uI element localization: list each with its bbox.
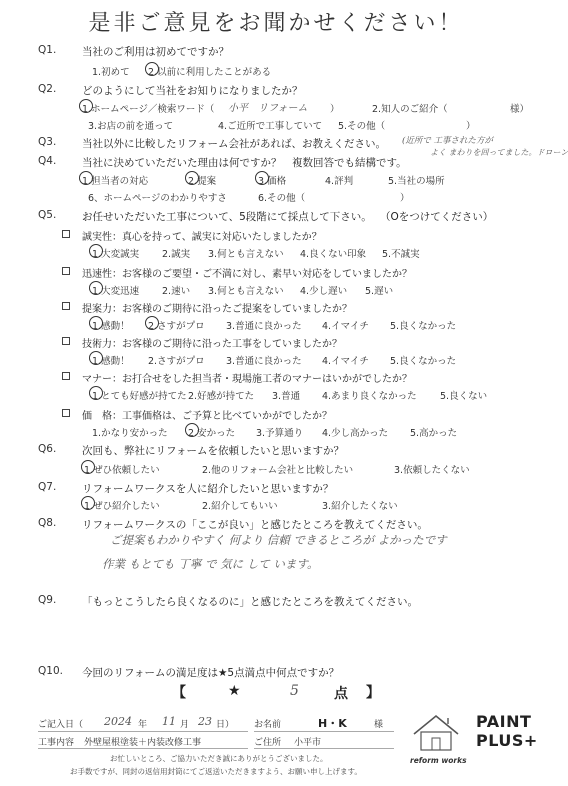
q5-item-label: 価 格：工事価格は、ご予算と比べていかがでしたか？ xyxy=(82,411,332,422)
q2-option-5[interactable]: 5.その他（ xyxy=(338,121,386,132)
q5-item-option[interactable]: 5.高かった xyxy=(410,428,458,439)
q8-number: Q8. xyxy=(38,517,57,529)
q5-item-option[interactable]: 4.良くない印象 xyxy=(300,249,367,260)
selection-circle xyxy=(89,316,103,330)
q4-option-1[interactable]: 1.担当者の対応 xyxy=(82,176,149,187)
divider xyxy=(254,748,394,749)
house-logo-icon xyxy=(408,712,464,754)
q5-item-option[interactable]: 5.良くない xyxy=(440,391,488,402)
q5-item-checkbox[interactable] xyxy=(62,372,70,380)
q2-option-1[interactable]: 1.ホームページ／検索ワード（ xyxy=(82,104,215,115)
date-year[interactable]: 2024 xyxy=(104,715,132,728)
q5-item-option[interactable]: 3.何とも言えない xyxy=(208,249,284,260)
q8-handwritten-answer-line2: 作業 もとても 丁寧 で 気に して います。 xyxy=(102,557,319,571)
q4-note: 複数回答でも結構です。 xyxy=(292,157,407,169)
q5-item-option[interactable]: 2.好感が持てた xyxy=(188,391,255,402)
q5-item-option[interactable]: 2.速い xyxy=(162,286,191,297)
q7-number: Q7. xyxy=(38,481,57,493)
selection-circle xyxy=(89,281,103,295)
q5-item-label: 提案力：お客様のご期待に沿ったご提案をしていましたか？ xyxy=(82,304,352,315)
q5-item-option[interactable]: 1.感動！ xyxy=(92,321,130,332)
q5-item-option[interactable]: 5.良くなかった xyxy=(390,356,457,367)
q6-number: Q6. xyxy=(38,443,57,455)
name-label: お名前 xyxy=(254,720,282,730)
q5-item-checkbox[interactable] xyxy=(62,302,70,310)
q5-item-option[interactable]: 2.安かった xyxy=(188,428,236,439)
name-suffix: 様 xyxy=(374,720,384,730)
q5-item-option[interactable]: 5.不誠実 xyxy=(382,249,420,260)
q2-option-3[interactable]: 3.お店の前を通って xyxy=(88,121,174,132)
q2-question: どのようにして当社をお知りになりましたか？ xyxy=(82,85,303,97)
q5-item-option[interactable]: 1.感動！ xyxy=(92,356,130,367)
q5-item-option[interactable]: 1.大変迅速 xyxy=(92,286,140,297)
q7-option-3[interactable]: 3.紹介したくない xyxy=(322,501,398,512)
selection-circle xyxy=(89,386,103,400)
q3-number: Q3. xyxy=(38,136,57,148)
q5-item-option[interactable]: 3.普通に良かった xyxy=(226,321,302,332)
q4-option-5[interactable]: 5.当社の場所 xyxy=(388,176,445,187)
q5-item-checkbox[interactable] xyxy=(62,267,70,275)
q5-item-option[interactable]: 3.普通に良かった xyxy=(226,356,302,367)
q5-item-option[interactable]: 4.イマイチ xyxy=(322,321,369,332)
q5-item-option[interactable]: 2.さすがプロ xyxy=(148,321,205,332)
q3-handwritten-answer: (近所で 工事された方が xyxy=(402,136,494,146)
q10-question: 今回のリフォームの満足度は★5点満点中何点ですか？ xyxy=(82,667,340,679)
work-label: 工事内容 xyxy=(38,738,75,748)
star-icon: ★ xyxy=(228,683,241,699)
q6-question: 次回も、弊社にリフォームを依頼したいと思いますか？ xyxy=(82,445,344,457)
selection-circle xyxy=(81,460,95,474)
selection-circle xyxy=(79,99,93,113)
q4-option-6[interactable]: 6、ホームページのわかりやすさ xyxy=(88,193,227,204)
q5-item-option[interactable]: 3.何とも言えない xyxy=(208,286,284,297)
q8-handwritten-answer-line1: ご提案もわかりやすく 何より 信頼 できるところが よかったです xyxy=(110,533,447,547)
q5-item-option[interactable]: 1.大変誠実 xyxy=(92,249,140,260)
q5-item-label: 誠実性：真心を持って、誠実に対応いたしましたか？ xyxy=(82,232,322,243)
date-month-unit: 月 xyxy=(180,720,190,730)
q5-item-label: 技術力：お客様のご期待に沿った工事をしていましたか？ xyxy=(82,339,342,350)
q5-item-option[interactable]: 4.少し高かった xyxy=(322,428,389,439)
q10-number: Q10. xyxy=(38,665,63,677)
q4-option-7-close: ） xyxy=(400,193,410,204)
q7-option-1[interactable]: 1.ぜひ紹介したい xyxy=(84,501,160,512)
work-value: 外壁屋根塗装＋内装改修工事 xyxy=(84,738,202,748)
selection-circle xyxy=(145,62,159,76)
q6-option-1[interactable]: 1.ぜひ依頼したい xyxy=(84,465,160,476)
date-month[interactable]: 11 xyxy=(162,715,176,728)
date-day[interactable]: 23 xyxy=(198,715,212,728)
q5-item-checkbox[interactable] xyxy=(62,337,70,345)
address-label: ご住所 xyxy=(254,738,282,748)
page-title: 是非ご意見をお聞かせください！ xyxy=(88,11,464,36)
score-bracket-open: 【 xyxy=(172,685,186,701)
q7-question: リフォームワークスを人に紹介したいと思いますか？ xyxy=(82,483,334,495)
q5-item-option[interactable]: 1.とても好感が持てた xyxy=(92,391,187,402)
q5-item-option[interactable]: 4.少し遅い xyxy=(300,286,348,297)
thanks-note: お忙しいところ、ご協力いただき誠にありがとうございました。 xyxy=(110,754,328,763)
q2-number: Q2. xyxy=(38,83,57,95)
q5-question: お任せいただいた工事について、5段階にて採点して下さい。 xyxy=(82,211,372,223)
q5-note: （Oをつけてください） xyxy=(380,211,494,223)
return-note: お手数ですが、同封の返信用封筒にてご返送いただきますよう、お願い申し上げます。 xyxy=(70,767,362,776)
divider xyxy=(38,748,248,749)
selection-circle xyxy=(185,423,199,437)
address-value[interactable]: 小平市 xyxy=(294,738,322,748)
q4-question: 当社に決めていただいた理由は何ですか？ xyxy=(82,157,282,169)
selection-circle xyxy=(89,244,103,258)
q7-option-2[interactable]: 2.紹介してもいい xyxy=(202,501,278,512)
q2-option-1-close: ） xyxy=(330,104,340,115)
q4-handwritten-note: よく まわりを回ってました。ドローン xyxy=(430,148,568,157)
paint-plus-logo-top: PAINT xyxy=(476,712,532,731)
date-label: ご記入日（ xyxy=(38,720,84,730)
q2-option-2-close: 様） xyxy=(510,104,530,115)
q5-item-option[interactable]: 2.さすがプロ xyxy=(148,356,205,367)
q6-option-3[interactable]: 3.依頼したくない xyxy=(394,465,470,476)
q4-option-4[interactable]: 4.評判 xyxy=(325,176,354,187)
q5-item-option[interactable]: 1.かなり安かった xyxy=(92,428,168,439)
q1-number: Q1. xyxy=(38,44,57,56)
q9-question: 「もっとこうしたら良くなるのに」と感じたところを教えてください。 xyxy=(82,596,418,608)
score-unit: 点 xyxy=(334,686,348,702)
q1-option-2[interactable]: 2.以前に利用したことがある xyxy=(148,67,272,78)
paint-plus-logo-bottom: PLUS+ xyxy=(476,731,538,750)
reform-works-logo: reform works xyxy=(410,756,467,765)
selection-circle xyxy=(255,171,269,185)
q2-option-4[interactable]: 4.ご近所で工事していて xyxy=(218,121,323,132)
selection-circle xyxy=(185,171,199,185)
q6-option-2[interactable]: 2.他のリフォーム会社と比較したい xyxy=(202,465,354,476)
q5-item-checkbox[interactable] xyxy=(62,230,70,238)
q5-item-option[interactable]: 5.良くなかった xyxy=(390,321,457,332)
selection-circle xyxy=(145,316,159,330)
q5-item-label: 迅速性：お客様のご要望・ご不満に対し、素早い対応をしていましたか？ xyxy=(82,269,412,280)
q5-item-option[interactable]: 3.予算通り xyxy=(256,428,304,439)
q5-item-option[interactable]: 3.普通 xyxy=(272,391,301,402)
q2-option-5-close: ） xyxy=(466,121,476,132)
q4-option-7[interactable]: 6.その他（ xyxy=(258,193,306,204)
q5-item-option[interactable]: 5.遅い xyxy=(365,286,394,297)
divider xyxy=(254,731,394,732)
q5-item-option[interactable]: 4.あまり良くなかった xyxy=(322,391,417,402)
q5-item-option[interactable]: 2.誠実 xyxy=(162,249,191,260)
selection-circle xyxy=(79,171,93,185)
name-value[interactable]: H・K xyxy=(318,717,347,730)
q9-number: Q9. xyxy=(38,594,57,606)
q2-option-2[interactable]: 2.知人のご紹介（ xyxy=(372,104,448,115)
q8-question: リフォームワークスの「ここが良い」と感じたところを教えてください。 xyxy=(82,519,428,531)
score-value[interactable]: 5 xyxy=(290,683,299,699)
divider xyxy=(38,731,248,732)
q5-item-label: マナー：お打合せをした担当者・現場施工者のマナーはいかがでしたか？ xyxy=(82,374,412,385)
q4-option-2[interactable]: 2.提案 xyxy=(188,176,217,187)
q4-number: Q4. xyxy=(38,155,57,167)
selection-circle xyxy=(81,496,95,510)
date-day-unit: 日） xyxy=(216,720,235,730)
q5-number: Q5. xyxy=(38,209,57,221)
selection-circle xyxy=(89,351,103,365)
date-year-unit: 年 xyxy=(138,720,148,730)
q1-option-1[interactable]: 1.初めて xyxy=(92,67,130,78)
q5-item-option[interactable]: 4.イマイチ xyxy=(322,356,369,367)
q1-question: 当社のご利用は初めてですか？ xyxy=(82,46,229,58)
q5-item-checkbox[interactable] xyxy=(62,409,70,417)
q3-question: 当社以外に比較したリフォーム会社があれば、お教えください。 xyxy=(82,138,386,150)
q4-option-3[interactable]: 3.価格 xyxy=(258,176,287,187)
score-bracket-close: 】 xyxy=(366,685,380,701)
q2-handwritten-keyword: 小平 リフォーム xyxy=(228,103,308,114)
